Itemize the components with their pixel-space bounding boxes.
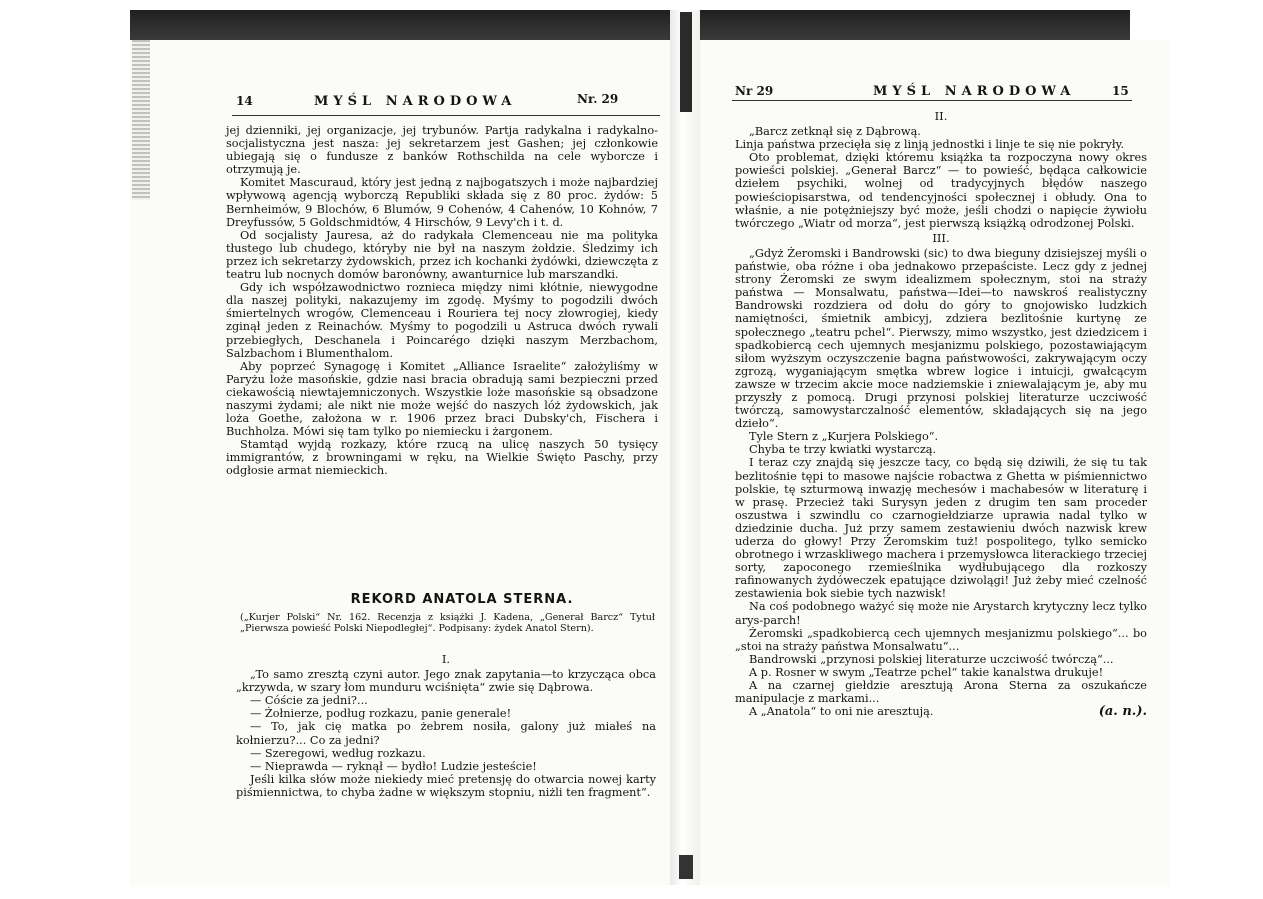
right-issue-number: Nr 29 — [735, 84, 774, 98]
section-number: I. — [441, 652, 451, 666]
spine-shadow-bottom — [679, 855, 693, 879]
paragraph — [735, 705, 1147, 718]
left-page-edge — [132, 40, 150, 200]
spine-shadow-top — [680, 12, 692, 112]
paragraph: A p. Rosner w swym „Teatrze pchel“ takie kanalstwa drukuje! — [749, 665, 1104, 679]
right-page-number: 15 — [1112, 84, 1129, 98]
dialogue-line: — Cóście za jedni?... — [250, 694, 368, 708]
paragraph: Stamtąd wyjdą rozkazy, które rzucą na ulicę naszych 50 tysięcy immigrantów, z browningami w ręku, na Wielkie Święto Paschy, przy odgłosie armat niemieckich. — [226, 438, 658, 478]
article-source-note: („Kurjer Polski“ Nr. 162. Recenzja z książki J. Kadena, „Generał Barcz“ Tytuł „Pierwsza powieść Polski Niepodległej“. Podpisany: żydek Anatol Stern). — [240, 612, 655, 634]
paragraph: Aby poprzeć Synagogę i Komitet „Alliance Israelite“ założyliśmy w Paryżu loże masońskie, gdzie nasi bracia obradują sami bezpieczni przed ciekawością niewtajemniczonych. Wszystkie loże masońskie są obsadzone naszymi żydami; ale nikt nie może wejść do naszych lóż żydowskich, jak loża Goethe, założona w r. 1906 przez braci Dubsky'ch, Fischera i Buchholza. Mówi się tam tylko po niemiecku i żargonem. — [226, 359, 658, 439]
paragraph: Od socjalisty Jauresa, aż do radykała Clemenceau nie ma polityka tłustego lub chudego, któryby nie był na naszym żołdzie. Śledzimy ich przez ich sekretarzy żydowskich, przez ich kochanki żydówki, dziewczęta z teatru lub nocnych domów baronówny, awanturnice lub marszandki. — [226, 228, 658, 282]
dialogue-line: — To, jak cię matka po żebrem nosiła, galony już miałeś na kołnierzu?... Co za jedni? — [236, 720, 656, 747]
paragraph: Tyle Stern z „Kurjera Polskiego“. — [749, 430, 939, 444]
final-line: A „Anatola“ to oni nie aresztują. — [749, 705, 934, 719]
paragraph: jej dzienniki, jej organizacje, jej trybunów. Partja radykalna i radykalno-socjalistyczna jest nasza: jej sekretarzem jest Gashen; jej członkowie ubiegają się o fundusze z banków Rothschilda na cele wyborcze i otrzymują je. — [226, 124, 658, 177]
scan-top-shadow — [130, 10, 1130, 40]
paragraph: Żeromski „spadkobiercą cech ujemnych mesjanizmu polskiego“... bo „stoi na straży państwa Monsalwatu“... — [735, 626, 1147, 653]
left-article-body — [226, 124, 658, 478]
right-header-rule — [732, 100, 1132, 101]
paragraph: Oto problemat, dzięki któremu książka ta rozpoczyna nowy okres powieści polskiej. „Generał Barcz“ — to powieść, będąca całkowicie dziełem psychiki, wolnej od tradycyjnych błędów naszego powieściopisarstwa, od tendencyjności społecznej i obłudy. Ona to właśnie, a nie potężniejszy być może, jeśli chodzi o napięcie żywiołu twórczego „Wiatr od morza“, jest pierwszą książką odrodzonej Polski. — [735, 151, 1147, 230]
left-quote-body — [236, 651, 656, 799]
paragraph: „Gdyż Żeromski i Bandrowski (sic) to dwa bieguny dzisiejszej myśli o państwie, oba różne i oba jednakowo przepaściste. Lecz gdy z jednej strony Żeromski ze swym idealizmem społecznym, stoi na straży państwa — Monsalwatu, państwa—Idei—to nawskroś realistyczny Bandrowski rozdziera od dołu do góry to gnojowisko ludzkich namiętności, śmietnik ambicyj, zdziera bezlitośnie kurtynę ze społecznego „teatru pchel“. Pierwszy, mimo wszystko, jest dziedzicem i spadkobiercą cech ujemnych mesjanizmu polskiego, pozostawiającym siłom wyższym oczyszczenie bagna państwowości, zakrywającym oczy zgrozą, wyganiającym smętka wbrew logice i intuicji, gwałcącym zawsze w trzecim akcie moce nadziemskie i zniewalającym je, aby mu przyszły z pomocą. Drugi przynosi polskiej literaturze uczciwość twórczą, samowystarczalność elementów, składających się na jego dzieło“. — [735, 246, 1147, 431]
paragraph: Linja państwa przecięła się z linją jednostki i linje te się nie pokryły. — [735, 138, 1125, 152]
paragraph: Gdy ich współzawodnictwo roznieca między nimi kłótnie, niewygodne dla naszej polityki, nakazujemy im zgodę. Myśmy to pogodzili dwóch śmiertelnych wrogów, Clemenceau i Rouriera tej nocy złowrogiej, kiedy zginął jeden z Reinachów. Myśmy to pogodzili u Astruca dwóch rywali przebiegłych, Deschanela i Poincarégo dzięki naszym Merzbachom, Salzbachom i Blumenthalom. — [226, 281, 658, 360]
paragraph: Bandrowski „przynosi polskiej literaturze uczciwość twórczą“... — [749, 652, 1114, 666]
top-margin — [0, 0, 1263, 10]
section-number: III. — [932, 230, 950, 245]
paragraph: Jeśli kilka słów może niekiedy mieć pretensję do otwarcia nowej karty piśmiennictwa, to chyba żadne w większym stopniu, niżli ten fragment“. — [236, 772, 656, 799]
book-gutter — [670, 10, 700, 885]
section-number: II. — [934, 109, 948, 123]
article-headline: REKORD ANATOLA STERNA. — [350, 592, 574, 607]
right-article-body — [735, 108, 1147, 718]
left-running-head: MYŚL NARODOWA — [314, 94, 517, 109]
paragraph: Chyba te trzy kwiatki wystarczą. — [749, 443, 937, 457]
paragraph: Komitet Mascuraud, który jest jedną z najbogatszych i może najbardziej wpływową agencją wyborczą Republiki składa się z 80 proc. żydów: 5 Bernheimów, 9 Blochów, 6 Blumów, 9 Cohenów, 4 Cahenów, 10 Kohnów, 7 Dreyfussów, 5 Goldschmidtów, 4 Hirschów, 9 Levy'ch i t. d. — [226, 176, 658, 229]
dialogue-line: — Żołnierze, podług rozkazu, panie generale! — [250, 707, 512, 721]
left-page-number: 14 — [236, 94, 253, 108]
dialogue-line: — Nieprawda — ryknął — bydło! Ludzie jesteście! — [250, 759, 537, 773]
author-signature: (a. n.). — [1098, 704, 1147, 720]
right-running-head: MYŚL NARODOWA — [873, 84, 1076, 99]
paragraph: Na coś podobnego ważyć się może nie Arystarch krytyczny lecz tylko arys-parch! — [735, 600, 1147, 627]
paragraph: „To samo zresztą czyni autor. Jego znak zapytania—to krzycząca obca „krzywda, w szary łom munduru wciśnięta“ zwie się Dąbrowa. — [236, 668, 656, 695]
dialogue-line: — Szeregowi, według rozkazu. — [250, 746, 426, 760]
paragraph: I teraz czy znajdą się jeszcze tacy, co będą się dziwili, że się tu tak bezlitośnie tępi to masowe najście robactwa z Ghetta w piśmiennictwo polskie, tę szturmową inwazję mechesów i machabesów w literaturę i w prasę. Przecież taki Surysyn jeden z drugim ten sam proceder oszustwa i szwindlu co czarnogiełdziarze uprawia nadal tylko w dziedzinie ducha. Już przy samem zestawieniu dwóch nazwisk krew uderza do głowy! Przy Żeromskim tuż! pospolitego, tylko semicko obrotnego i wrzaskliwego machera i przemysłowca literackiego trzeciej sorty, zapoconego rzemieślnika wydłubującego dla rozkoszy rafinowanych żydóweczek epatujące dziwolągi! Już żeby mieć czelność zestawienia bok siebie tych nazwisk! — [735, 456, 1147, 601]
left-issue-number: Nr. 29 — [577, 92, 619, 106]
paragraph: A na czarnej giełdzie aresztują Arona Sterna za oszukańcze manipulacje z markami... — [735, 679, 1147, 706]
paragraph: „Barcz zetknął się z Dąbrową. — [749, 125, 921, 139]
left-header-rule — [232, 115, 660, 116]
